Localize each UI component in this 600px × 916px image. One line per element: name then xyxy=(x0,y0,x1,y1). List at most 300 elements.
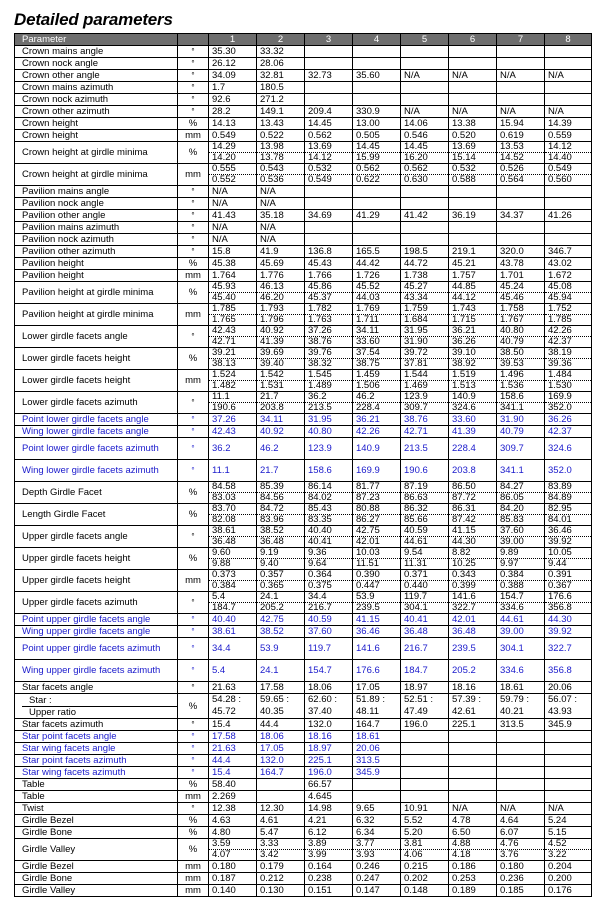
value-cell: 41.42 xyxy=(401,210,449,222)
value-cell-pair xyxy=(401,526,449,548)
value-cell xyxy=(545,222,592,234)
value-bottom: 11.51 xyxy=(356,558,380,569)
unit-degree: ° xyxy=(178,460,209,482)
value-cell-pair xyxy=(497,482,545,504)
value-top: 9.54 xyxy=(401,548,448,559)
unit-degree: ° xyxy=(178,94,209,106)
value-top: 1.752 xyxy=(545,304,591,315)
value-cell: 53.9 xyxy=(257,638,305,660)
value-cell xyxy=(449,82,497,94)
value-cell xyxy=(353,186,401,198)
value-cell xyxy=(497,743,545,755)
unit-mm: mm xyxy=(178,130,209,142)
value-cell-pair xyxy=(401,592,449,614)
value-top: 21.7 xyxy=(257,392,304,403)
value-bottom: 0.622 xyxy=(356,174,380,185)
value-cell: 4.645 xyxy=(305,791,353,803)
value-bottom: 9.40 xyxy=(260,558,279,569)
value-top: 1.459 xyxy=(353,370,400,381)
value-bottom: 39.40 xyxy=(260,358,284,369)
table-row xyxy=(15,426,592,438)
table-row xyxy=(15,614,592,626)
value-top: 3.89 xyxy=(305,839,352,850)
value-cell: 0.147 xyxy=(353,885,401,897)
table-row xyxy=(15,46,592,58)
value-top: 42.26 xyxy=(545,326,591,337)
value-cell: 20.06 xyxy=(545,682,592,694)
value-cell: 35.18 xyxy=(257,210,305,222)
value-cell: 21.63 xyxy=(209,743,257,755)
value-cell-pair xyxy=(545,282,592,304)
value-bottom: 0.630 xyxy=(404,174,428,185)
value-cell: 136.8 xyxy=(305,246,353,258)
unit-mm: mm xyxy=(178,885,209,897)
value-bottom: 38.32 xyxy=(308,358,332,369)
parameter-name: Girdle Bone xyxy=(15,827,178,839)
value-top: 85.43 xyxy=(305,504,352,515)
parameter-name: Star point facets azimuth xyxy=(15,755,178,767)
value-cell: 4.64 xyxy=(497,815,545,827)
unit-degree: ° xyxy=(178,638,209,660)
unit-degree: ° xyxy=(178,392,209,414)
value-cell-pair xyxy=(209,548,257,570)
value-cell: 0.505 xyxy=(353,130,401,142)
value-cell: 92.6 xyxy=(209,94,257,106)
value-cell: 15.4 xyxy=(209,719,257,731)
value-cell: 34.11 xyxy=(257,414,305,426)
value-top: 37.60 xyxy=(497,526,544,537)
value-cell: N/A xyxy=(449,803,497,815)
value-cell-pair xyxy=(449,348,497,370)
value-cell: 0.204 xyxy=(545,861,592,873)
value-top: 0.390 xyxy=(353,570,400,581)
value-top: 1.758 xyxy=(497,304,544,315)
value-cell: 213.5 xyxy=(401,438,449,460)
value-cell: 36.21 xyxy=(353,414,401,426)
table-row xyxy=(15,164,592,186)
parameter-name: Point lower girdle facets azimuth xyxy=(15,438,178,460)
value-cell: N/A xyxy=(497,70,545,82)
value-top: 176.6 xyxy=(545,592,591,603)
value-cell: 12.30 xyxy=(257,803,305,815)
value-cell xyxy=(401,58,449,70)
value-bottom: 3.42 xyxy=(260,849,279,860)
value-cell-pair xyxy=(449,592,497,614)
value-cell: 324.6 xyxy=(545,438,592,460)
value-cell xyxy=(401,731,449,743)
unit-mm: mm xyxy=(178,873,209,885)
unit-percent: % xyxy=(178,142,209,164)
value-cell-pair xyxy=(449,142,497,164)
parameter-name: Star facets azimuth xyxy=(15,719,178,731)
value-cell: 5.4 xyxy=(209,660,257,682)
value-top: 9.36 xyxy=(305,548,352,559)
value-top: 54.28 : xyxy=(212,694,242,705)
value-cell: 203.8 xyxy=(449,460,497,482)
value-cell-pair xyxy=(545,142,592,164)
value-bottom: 1.767 xyxy=(500,314,524,325)
value-cell: 0.212 xyxy=(257,873,305,885)
value-cell-pair xyxy=(305,694,353,719)
value-cell: 14.98 xyxy=(305,803,353,815)
value-cell: 33.60 xyxy=(449,414,497,426)
value-cell-pair xyxy=(305,548,353,570)
value-cell-pair xyxy=(353,592,401,614)
value-cell: 17.58 xyxy=(257,682,305,694)
value-bottom: 0.588 xyxy=(452,174,476,185)
header-col-7: 7 xyxy=(497,34,545,46)
value-cell xyxy=(545,731,592,743)
table-row xyxy=(15,58,592,70)
value-cell: N/A xyxy=(257,222,305,234)
parameter-name: Depth Girdle Facet xyxy=(15,482,178,504)
value-bottom: 41.39 xyxy=(260,336,284,347)
value-cell-pair xyxy=(209,142,257,164)
value-cell-pair xyxy=(401,694,449,719)
parameter-name: Pavilion height xyxy=(15,258,178,270)
unit-mm: mm xyxy=(178,861,209,873)
value-cell: 66.57 xyxy=(305,779,353,791)
value-cell: 0.185 xyxy=(497,885,545,897)
value-cell: 6.32 xyxy=(353,815,401,827)
value-cell-pair xyxy=(401,839,449,861)
value-top: 46.13 xyxy=(257,282,304,293)
value-cell: 176.6 xyxy=(353,660,401,682)
value-cell: 40.92 xyxy=(257,426,305,438)
value-cell: 20.06 xyxy=(353,743,401,755)
value-cell: 45.21 xyxy=(449,258,497,270)
table-row xyxy=(15,258,592,270)
header-unit xyxy=(178,34,209,46)
value-bottom: 46.20 xyxy=(260,292,284,303)
value-cell: 216.7 xyxy=(401,638,449,660)
value-cell-pair xyxy=(209,526,257,548)
value-top: 40.80 xyxy=(497,326,544,337)
value-cell: 0.151 xyxy=(305,885,353,897)
value-bottom: 87.72 xyxy=(452,492,476,503)
table-row xyxy=(15,438,592,460)
value-bottom: 0.384 xyxy=(212,580,236,591)
unit-degree: ° xyxy=(178,743,209,755)
value-cell: 28.06 xyxy=(257,58,305,70)
value-bottom: 86.63 xyxy=(404,492,428,503)
value-cell: 13.43 xyxy=(257,118,305,130)
value-cell: 164.7 xyxy=(353,719,401,731)
unit-degree: ° xyxy=(178,46,209,58)
value-bottom: 31.90 xyxy=(404,336,428,347)
value-cell: 41.26 xyxy=(545,210,592,222)
value-bottom: 84.56 xyxy=(260,492,284,503)
value-cell-pair xyxy=(209,482,257,504)
value-cell: 41.29 xyxy=(353,210,401,222)
value-cell: N/A xyxy=(209,186,257,198)
value-cell: 17.58 xyxy=(209,731,257,743)
value-cell: 14.06 xyxy=(401,118,449,130)
value-cell: 44.30 xyxy=(545,614,592,626)
table-row xyxy=(15,414,592,426)
parameter-name-line2: Upper ratio xyxy=(29,706,76,718)
value-bottom: 0.447 xyxy=(356,580,380,591)
parameter-name: Wing lower girdle facets angle xyxy=(15,426,178,438)
value-top: 0.532 xyxy=(449,164,496,175)
value-cell: 18.97 xyxy=(401,682,449,694)
value-bottom: 38.76 xyxy=(308,336,332,347)
value-cell xyxy=(353,222,401,234)
value-cell: 41.9 xyxy=(257,246,305,258)
value-cell: 123.9 xyxy=(305,438,353,460)
value-cell: 44.61 xyxy=(497,614,545,626)
parameter-name: Pavilion mains angle xyxy=(15,186,178,198)
value-cell: 5.47 xyxy=(257,827,305,839)
value-cell: 5.52 xyxy=(401,815,449,827)
value-cell: 18.06 xyxy=(257,731,305,743)
value-bottom: 0.375 xyxy=(308,580,332,591)
parameter-name: Star facets angle xyxy=(15,682,178,694)
value-bottom: 39.00 xyxy=(500,536,524,547)
value-bottom: 48.11 xyxy=(356,706,380,717)
value-cell-pair xyxy=(401,142,449,164)
value-cell-pair xyxy=(401,304,449,326)
value-cell: 149.1 xyxy=(257,106,305,118)
value-bottom: 14.52 xyxy=(500,152,524,163)
value-cell: 1.672 xyxy=(545,270,592,282)
value-top: 86.50 xyxy=(449,482,496,493)
value-cell: 1.757 xyxy=(449,270,497,282)
value-cell: 34.37 xyxy=(497,210,545,222)
table-row xyxy=(15,304,592,326)
parameter-name: Crown mains angle xyxy=(15,46,178,58)
value-bottom: 38.13 xyxy=(212,358,236,369)
value-cell-pair xyxy=(401,370,449,392)
table-row xyxy=(15,626,592,638)
value-cell-pair xyxy=(209,592,257,614)
value-cell: N/A xyxy=(257,234,305,246)
value-cell: 169.9 xyxy=(353,460,401,482)
value-cell-pair xyxy=(449,304,497,326)
value-cell: 32.81 xyxy=(257,70,305,82)
value-cell xyxy=(353,779,401,791)
value-cell: 1.776 xyxy=(257,270,305,282)
value-cell: 40.79 xyxy=(497,426,545,438)
header-col-8: 8 xyxy=(545,34,592,46)
value-cell: 0.179 xyxy=(257,861,305,873)
value-top: 86.14 xyxy=(305,482,352,493)
value-top: 45.93 xyxy=(209,282,256,293)
value-cell: 40.41 xyxy=(401,614,449,626)
value-bottom: 1.531 xyxy=(260,380,284,391)
value-cell: 45.69 xyxy=(257,258,305,270)
value-bottom: 15.99 xyxy=(356,152,380,163)
value-cell: N/A xyxy=(209,222,257,234)
value-cell: 5.24 xyxy=(545,815,592,827)
value-cell: 184.7 xyxy=(401,660,449,682)
value-bottom: 1.530 xyxy=(548,380,572,391)
value-top: 37.54 xyxy=(353,348,400,359)
table-row xyxy=(15,392,592,414)
value-top: 24.1 xyxy=(257,592,304,603)
value-top: 40.92 xyxy=(257,326,304,337)
value-cell: 0.176 xyxy=(545,885,592,897)
value-top: 46.2 xyxy=(353,392,400,403)
table-row xyxy=(15,767,592,779)
value-cell xyxy=(305,234,353,246)
table-row xyxy=(15,94,592,106)
value-cell-pair xyxy=(257,694,305,719)
value-top: 4.76 xyxy=(497,839,544,850)
value-cell xyxy=(449,198,497,210)
table-row xyxy=(15,719,592,731)
value-bottom: 9.64 xyxy=(308,558,327,569)
value-bottom: 11.31 xyxy=(404,558,428,569)
value-cell: 304.1 xyxy=(497,638,545,660)
value-cell: 140.9 xyxy=(353,438,401,460)
value-cell: 322.7 xyxy=(545,638,592,660)
value-top: 0.384 xyxy=(497,570,544,581)
value-cell xyxy=(449,94,497,106)
unit-degree: ° xyxy=(178,82,209,94)
value-bottom: 44.12 xyxy=(452,292,476,303)
value-bottom: 203.8 xyxy=(260,402,284,413)
value-bottom: 84.01 xyxy=(548,514,572,525)
value-bottom: 42.01 xyxy=(356,536,380,547)
value-bottom: 4.06 xyxy=(404,849,423,860)
value-cell: 41.15 xyxy=(353,614,401,626)
value-cell-pair xyxy=(353,482,401,504)
value-cell xyxy=(305,94,353,106)
value-cell-pair xyxy=(209,504,257,526)
value-bottom: 324.6 xyxy=(452,402,476,413)
value-top: 3.77 xyxy=(353,839,400,850)
value-cell: 0.215 xyxy=(401,861,449,873)
value-top: 45.52 xyxy=(353,282,400,293)
value-cell: 165.5 xyxy=(353,246,401,258)
value-cell: 36.19 xyxy=(449,210,497,222)
value-top: 14.45 xyxy=(353,142,400,153)
value-cell: 345.9 xyxy=(353,767,401,779)
value-cell: 14.39 xyxy=(545,118,592,130)
value-cell-pair xyxy=(305,348,353,370)
header-col-1: 1 xyxy=(209,34,257,46)
value-cell xyxy=(545,234,592,246)
value-cell-pair xyxy=(497,570,545,592)
value-bottom: 3.76 xyxy=(500,849,519,860)
value-cell: 330.9 xyxy=(353,106,401,118)
value-top: 83.89 xyxy=(545,482,591,493)
value-cell: 36.26 xyxy=(545,414,592,426)
value-cell-pair xyxy=(305,304,353,326)
value-cell-pair xyxy=(353,164,401,186)
value-cell: 18.06 xyxy=(305,682,353,694)
value-cell: 45.38 xyxy=(209,258,257,270)
value-cell: 42.37 xyxy=(545,426,592,438)
header-parameter: Parameter xyxy=(15,34,178,46)
value-cell: 196.0 xyxy=(305,767,353,779)
value-cell: 21.7 xyxy=(257,460,305,482)
value-top: 158.6 xyxy=(497,392,544,403)
table-row xyxy=(15,460,592,482)
unit-degree: ° xyxy=(178,106,209,118)
value-cell xyxy=(401,779,449,791)
value-top: 8.82 xyxy=(449,548,496,559)
table-row xyxy=(15,839,592,861)
value-top: 10.05 xyxy=(545,548,591,559)
value-cell xyxy=(545,82,592,94)
value-bottom: 0.388 xyxy=(500,580,524,591)
value-top: 38.50 xyxy=(497,348,544,359)
value-top: 9.89 xyxy=(497,548,544,559)
parameter-name: Pavilion nock azimuth xyxy=(15,234,178,246)
value-cell: 18.97 xyxy=(305,743,353,755)
parameter-name: Lower girdle facets angle xyxy=(15,326,178,348)
unit-mm: mm xyxy=(178,570,209,592)
value-bottom: 16.20 xyxy=(404,152,428,163)
value-cell xyxy=(353,234,401,246)
value-top: 34.4 xyxy=(305,592,352,603)
value-cell-pair xyxy=(449,839,497,861)
parameter-name: Table xyxy=(15,779,178,791)
value-cell-pair xyxy=(497,526,545,548)
value-cell xyxy=(353,82,401,94)
value-bottom: 87.23 xyxy=(356,492,380,503)
value-cell: 38.61 xyxy=(209,626,257,638)
value-cell: 18.61 xyxy=(497,682,545,694)
value-cell-pair xyxy=(497,282,545,304)
unit-degree: ° xyxy=(178,755,209,767)
value-bottom: 37.81 xyxy=(404,358,428,369)
value-bottom: 40.79 xyxy=(500,336,524,347)
value-bottom: 0.536 xyxy=(260,174,284,185)
value-bottom: 9.88 xyxy=(212,558,231,569)
value-cell: 341.1 xyxy=(497,460,545,482)
value-cell: 4.78 xyxy=(449,815,497,827)
value-bottom: 83.03 xyxy=(212,492,236,503)
value-cell: 31.90 xyxy=(497,414,545,426)
value-cell xyxy=(497,46,545,58)
table-row xyxy=(15,885,592,897)
value-cell-pair xyxy=(209,282,257,304)
value-bottom: 0.365 xyxy=(260,580,284,591)
value-cell xyxy=(545,755,592,767)
value-cell: 43.78 xyxy=(497,258,545,270)
value-cell-pair xyxy=(257,392,305,414)
value-cell: 35.60 xyxy=(353,70,401,82)
value-cell xyxy=(305,198,353,210)
value-cell: 228.4 xyxy=(449,438,497,460)
value-top: 123.9 xyxy=(401,392,448,403)
value-cell-pair xyxy=(305,839,353,861)
value-cell-pair xyxy=(545,526,592,548)
value-cell-pair xyxy=(449,570,497,592)
unit-percent: % xyxy=(178,282,209,304)
value-cell-pair xyxy=(257,504,305,526)
value-cell-pair xyxy=(353,326,401,348)
value-bottom: 42.61 xyxy=(452,706,476,717)
unit-degree: ° xyxy=(178,660,209,682)
value-cell: 1.701 xyxy=(497,270,545,282)
table-row xyxy=(15,130,592,142)
unit-percent: % xyxy=(178,694,209,719)
value-bottom: 84.02 xyxy=(308,492,332,503)
value-cell xyxy=(449,46,497,58)
value-cell: 196.0 xyxy=(401,719,449,731)
value-cell: 10.91 xyxy=(401,803,449,815)
value-cell: 42.43 xyxy=(209,426,257,438)
table-row xyxy=(15,638,592,660)
value-cell xyxy=(545,198,592,210)
value-bottom: 1.796 xyxy=(260,314,284,325)
value-cell xyxy=(497,791,545,803)
value-top: 1.484 xyxy=(545,370,591,381)
